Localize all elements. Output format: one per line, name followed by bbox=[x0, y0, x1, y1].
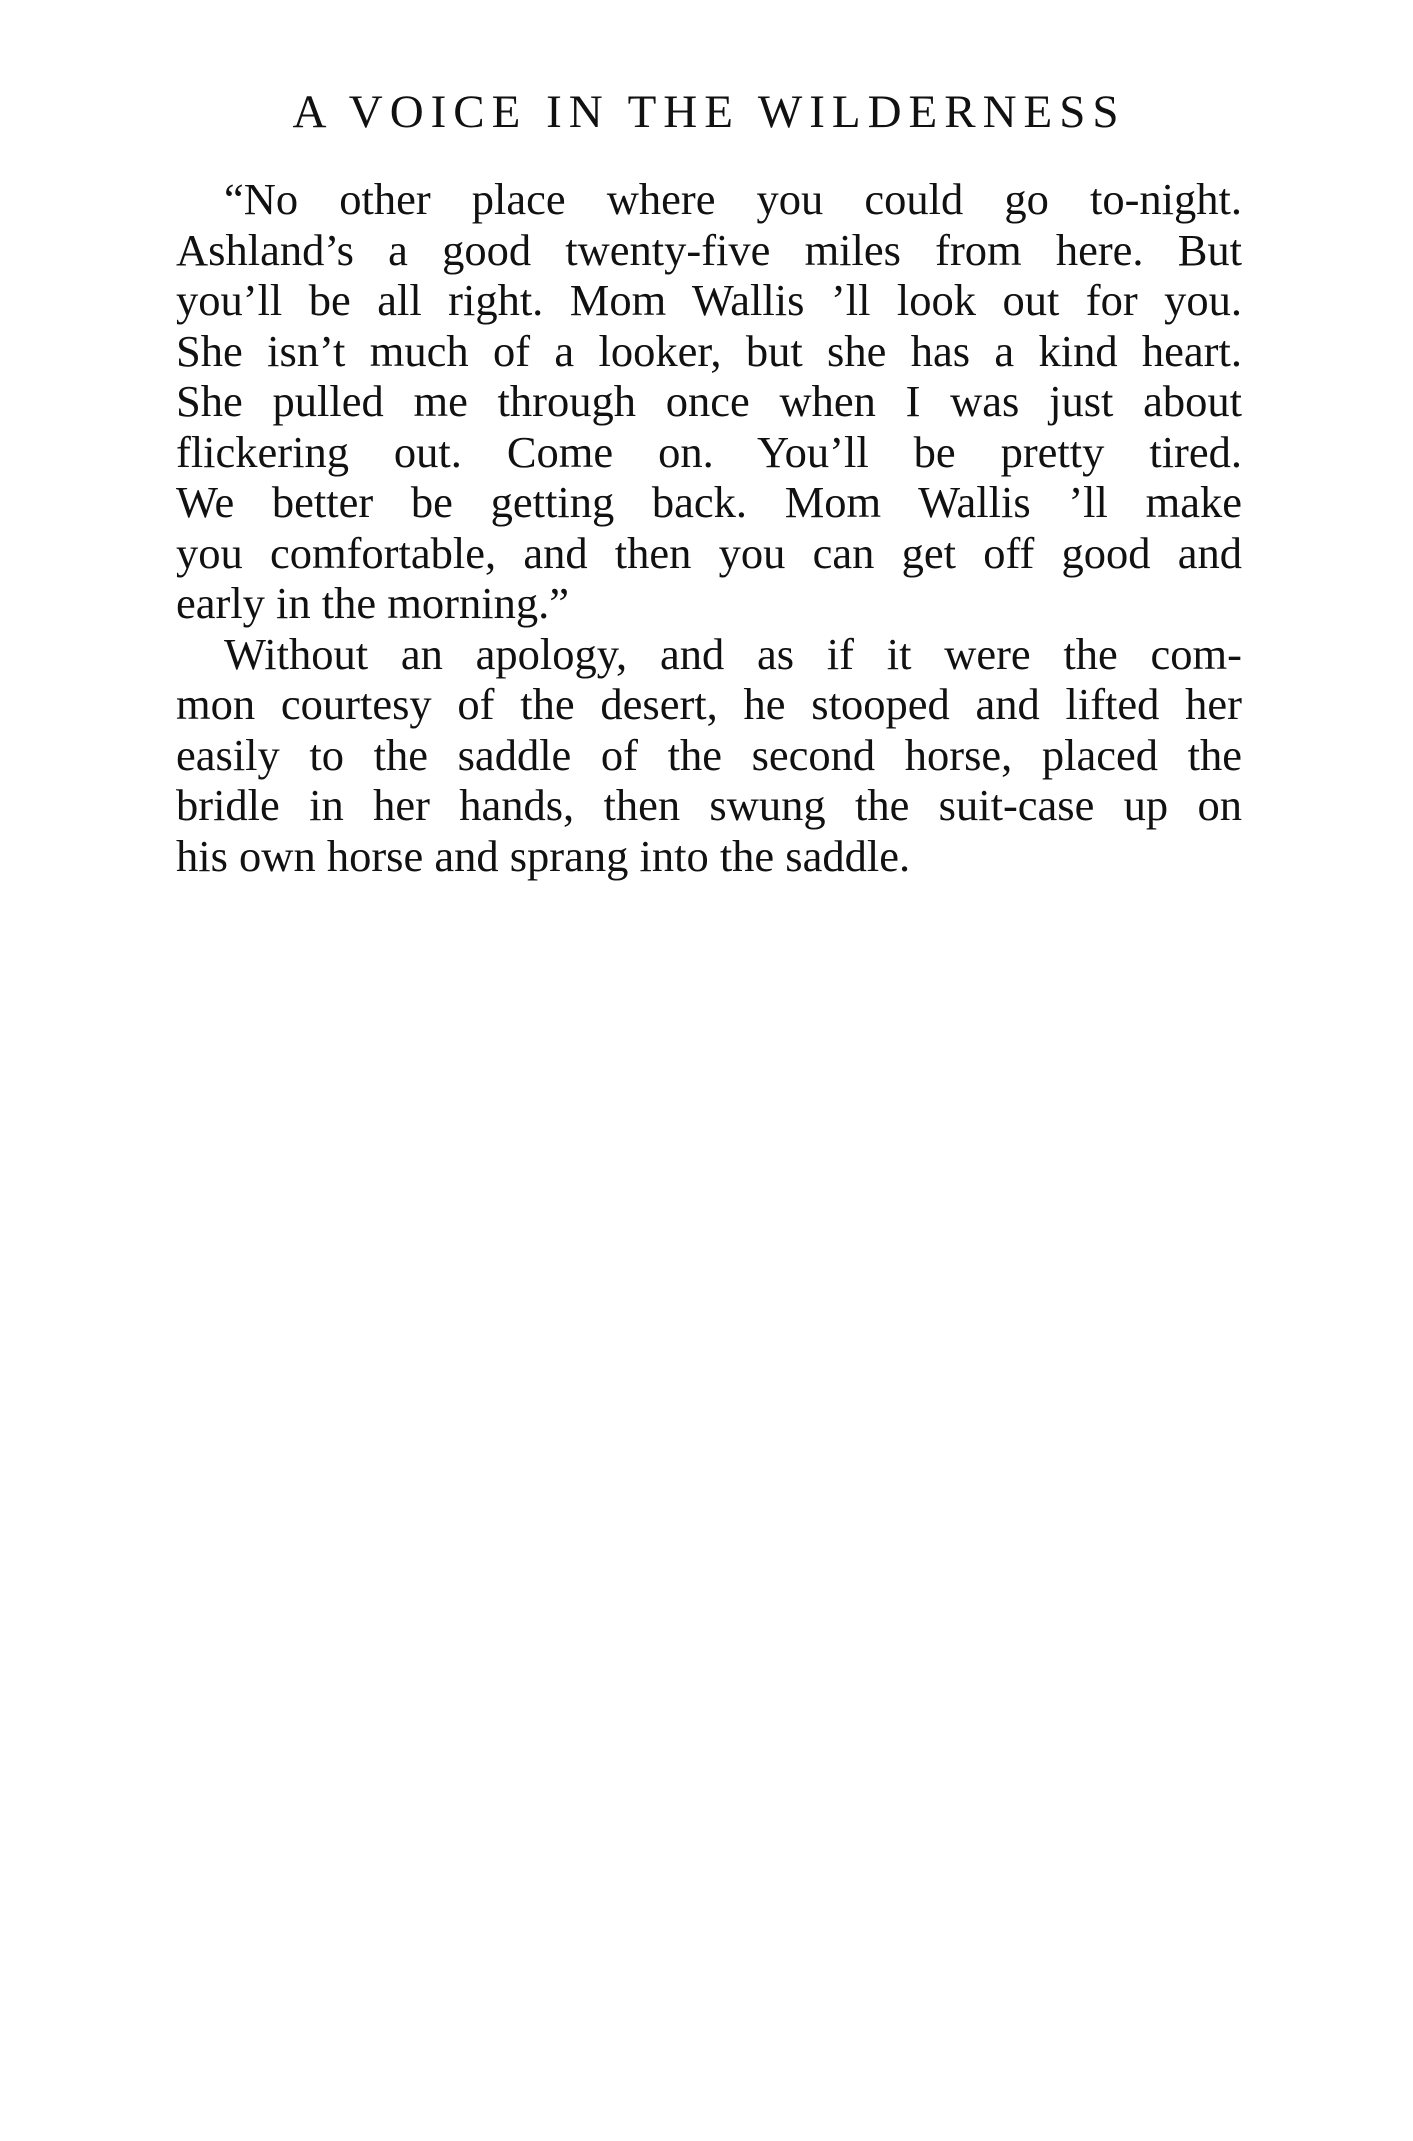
running-head-title: A VOICE IN THE WILDERNESS bbox=[292, 86, 1126, 138]
text-line: She pulled me through once when I was just about bbox=[176, 376, 1242, 426]
text-line: bridle in her hands, then swung the suit-case up on bbox=[176, 780, 1242, 830]
text-line: Without an apology, and as if it were the com- bbox=[224, 628, 1242, 679]
paragraph-1 bbox=[176, 174, 1242, 629]
text-line: flickering out. Come on. You’ll be pretty tired. bbox=[176, 426, 1242, 477]
text-line: We better be getting back. Mom Wallis ’ll make bbox=[176, 477, 1242, 527]
text-line: you comfortable, and then you can get off good and bbox=[176, 527, 1242, 578]
text-line: his own horse and sprang into the saddle. bbox=[176, 830, 911, 881]
text-line: early in the morning.” bbox=[176, 578, 569, 628]
text-line: mon courtesy of the desert, he stooped and lifted her bbox=[176, 679, 1242, 729]
text-line: “No other place where you could go to-night. bbox=[224, 174, 1242, 224]
paragraph-2 bbox=[176, 629, 1242, 882]
text-line: you’ll be all right. Mom Wallis ’ll look out for you. bbox=[176, 275, 1242, 325]
text-line: Ashland’s a good twenty-five miles from here. But bbox=[176, 224, 1242, 275]
text-line: easily to the saddle of the second horse, placed the bbox=[176, 729, 1242, 780]
text-line: She isn’t much of a looker, but she has a kind heart. bbox=[176, 325, 1242, 376]
body-text bbox=[176, 174, 1242, 881]
